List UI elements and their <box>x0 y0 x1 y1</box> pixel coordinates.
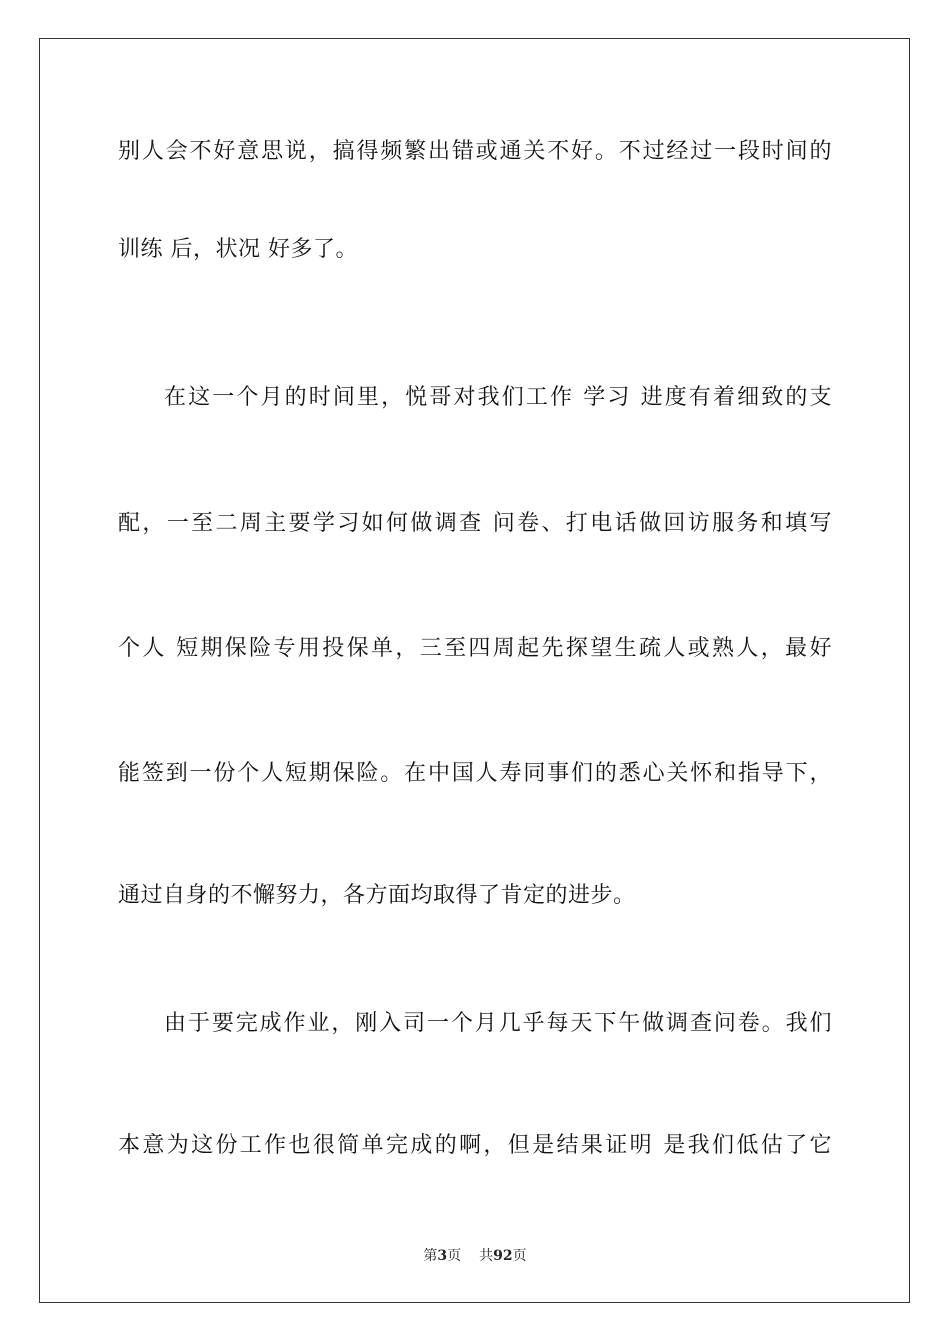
page-prefix: 第 <box>423 1248 438 1264</box>
body-text-line-4: 配，一至二周主要学习如何做调查 问卷、打电话做回访服务和填写 <box>118 511 832 536</box>
total-suffix: 页 <box>512 1248 527 1264</box>
body-text-line-6: 能签到一份个人短期保险。在中国人寿同事们的悉心关怀和指导下， <box>118 761 832 786</box>
body-text-line-5: 个人 短期保险专用投保单，三至四周起先探望生疏人或熟人，最好 <box>118 636 832 661</box>
total-prefix: 共 <box>479 1248 494 1264</box>
body-text-line-2: 训练 后，状况 好多了。 <box>118 237 358 262</box>
page-border <box>39 38 910 1303</box>
page-footer <box>0 1246 950 1266</box>
page-suffix: 页 <box>447 1248 462 1264</box>
body-text-line-7: 通过自身的不懈努力，各方面均取得了肯定的进步。 <box>118 883 636 908</box>
page-number: 3 <box>437 1248 448 1264</box>
body-text-line-1: 别人会不好意思说，搞得频繁出错或通关不好。不过经过一段时间的 <box>118 139 832 164</box>
total-pages: 92 <box>493 1248 513 1264</box>
body-text-line-3: 在这一个月的时间里，悦哥对我们工作 学习 进度有着细致的支 <box>164 385 832 410</box>
body-text-line-8: 由于要完成作业，刚入司一个月几乎每天下午做调查问卷。我们 <box>164 1011 832 1036</box>
body-text-line-9: 本意为这份工作也很简单完成的啊，但是结果证明 是我们低估了它 <box>118 1133 832 1158</box>
